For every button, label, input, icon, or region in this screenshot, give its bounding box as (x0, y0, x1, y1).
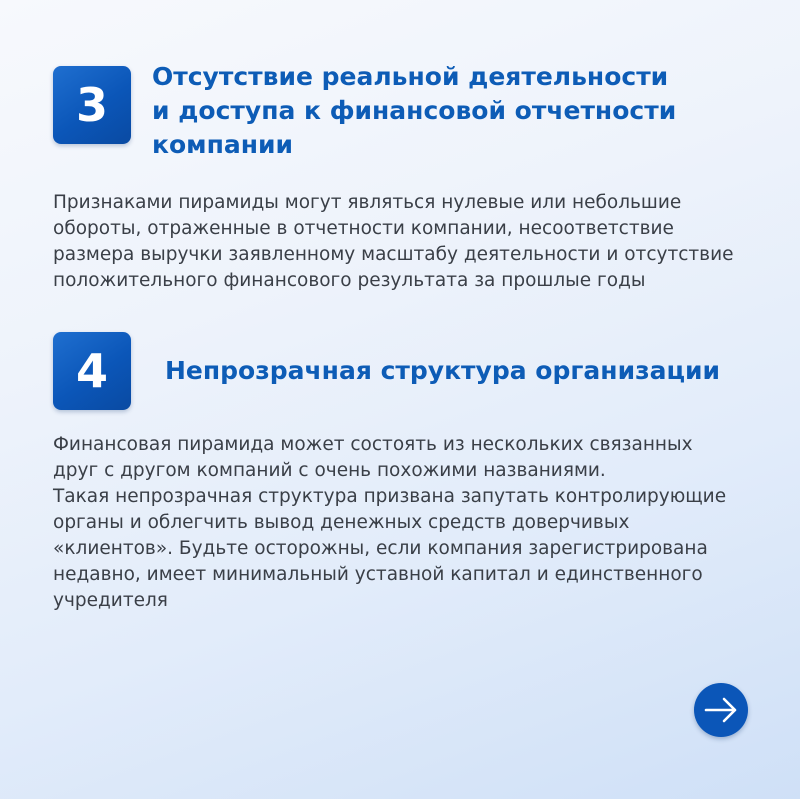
section-4-body-line: недавно, имеет минимальный уставной капитал и единственного (53, 564, 703, 585)
section-3-body-line: размера выручки заявленному масштабу деятельности и отсутствие (53, 244, 734, 265)
section-3-title-line: компании (152, 130, 294, 159)
section-3-title-line: и доступа к финансовой отчетности (152, 96, 677, 125)
section-4-body-line: друг с другом компаний с очень похожими названиями. (53, 460, 606, 481)
section-4-body-line: Финансовая пирамида может состоять из нескольких связанных (53, 434, 693, 455)
section-4-body-line: учредителя (53, 590, 168, 611)
section-3-body-line: обороты, отраженные в отчетности компании, несоответствие (53, 218, 674, 239)
arrow-right-icon (704, 697, 738, 723)
section-4-title-line: Непрозрачная структура организации (165, 356, 721, 385)
section-3-body-line: Признаками пирамиды могут являться нулевые или небольшие (53, 192, 682, 213)
section-4-body-line: «клиентов». Будьте осторожны, если компания зарегистрирована (53, 538, 708, 559)
section-3-body-line: положительного финансового результата за прошлые годы (53, 270, 646, 291)
section-3-body (53, 190, 773, 294)
section-4-title (165, 354, 765, 388)
section-3-title-line: Отсутствие реальной деятельности (152, 62, 669, 91)
section-3-title (152, 60, 752, 162)
section-3-number-badge (53, 66, 131, 144)
section-4-number-badge (53, 332, 131, 410)
next-slide-button[interactable] (694, 683, 748, 737)
section-4-body (53, 432, 773, 614)
section-4-body-line: Такая непрозрачная структура призвана запутать контролирующие (53, 486, 727, 507)
section-3-number: 3 (75, 78, 108, 132)
section-4-number: 4 (75, 344, 108, 398)
section-4-body-line: органы и облегчить вывод денежных средств доверчивых (53, 512, 630, 533)
